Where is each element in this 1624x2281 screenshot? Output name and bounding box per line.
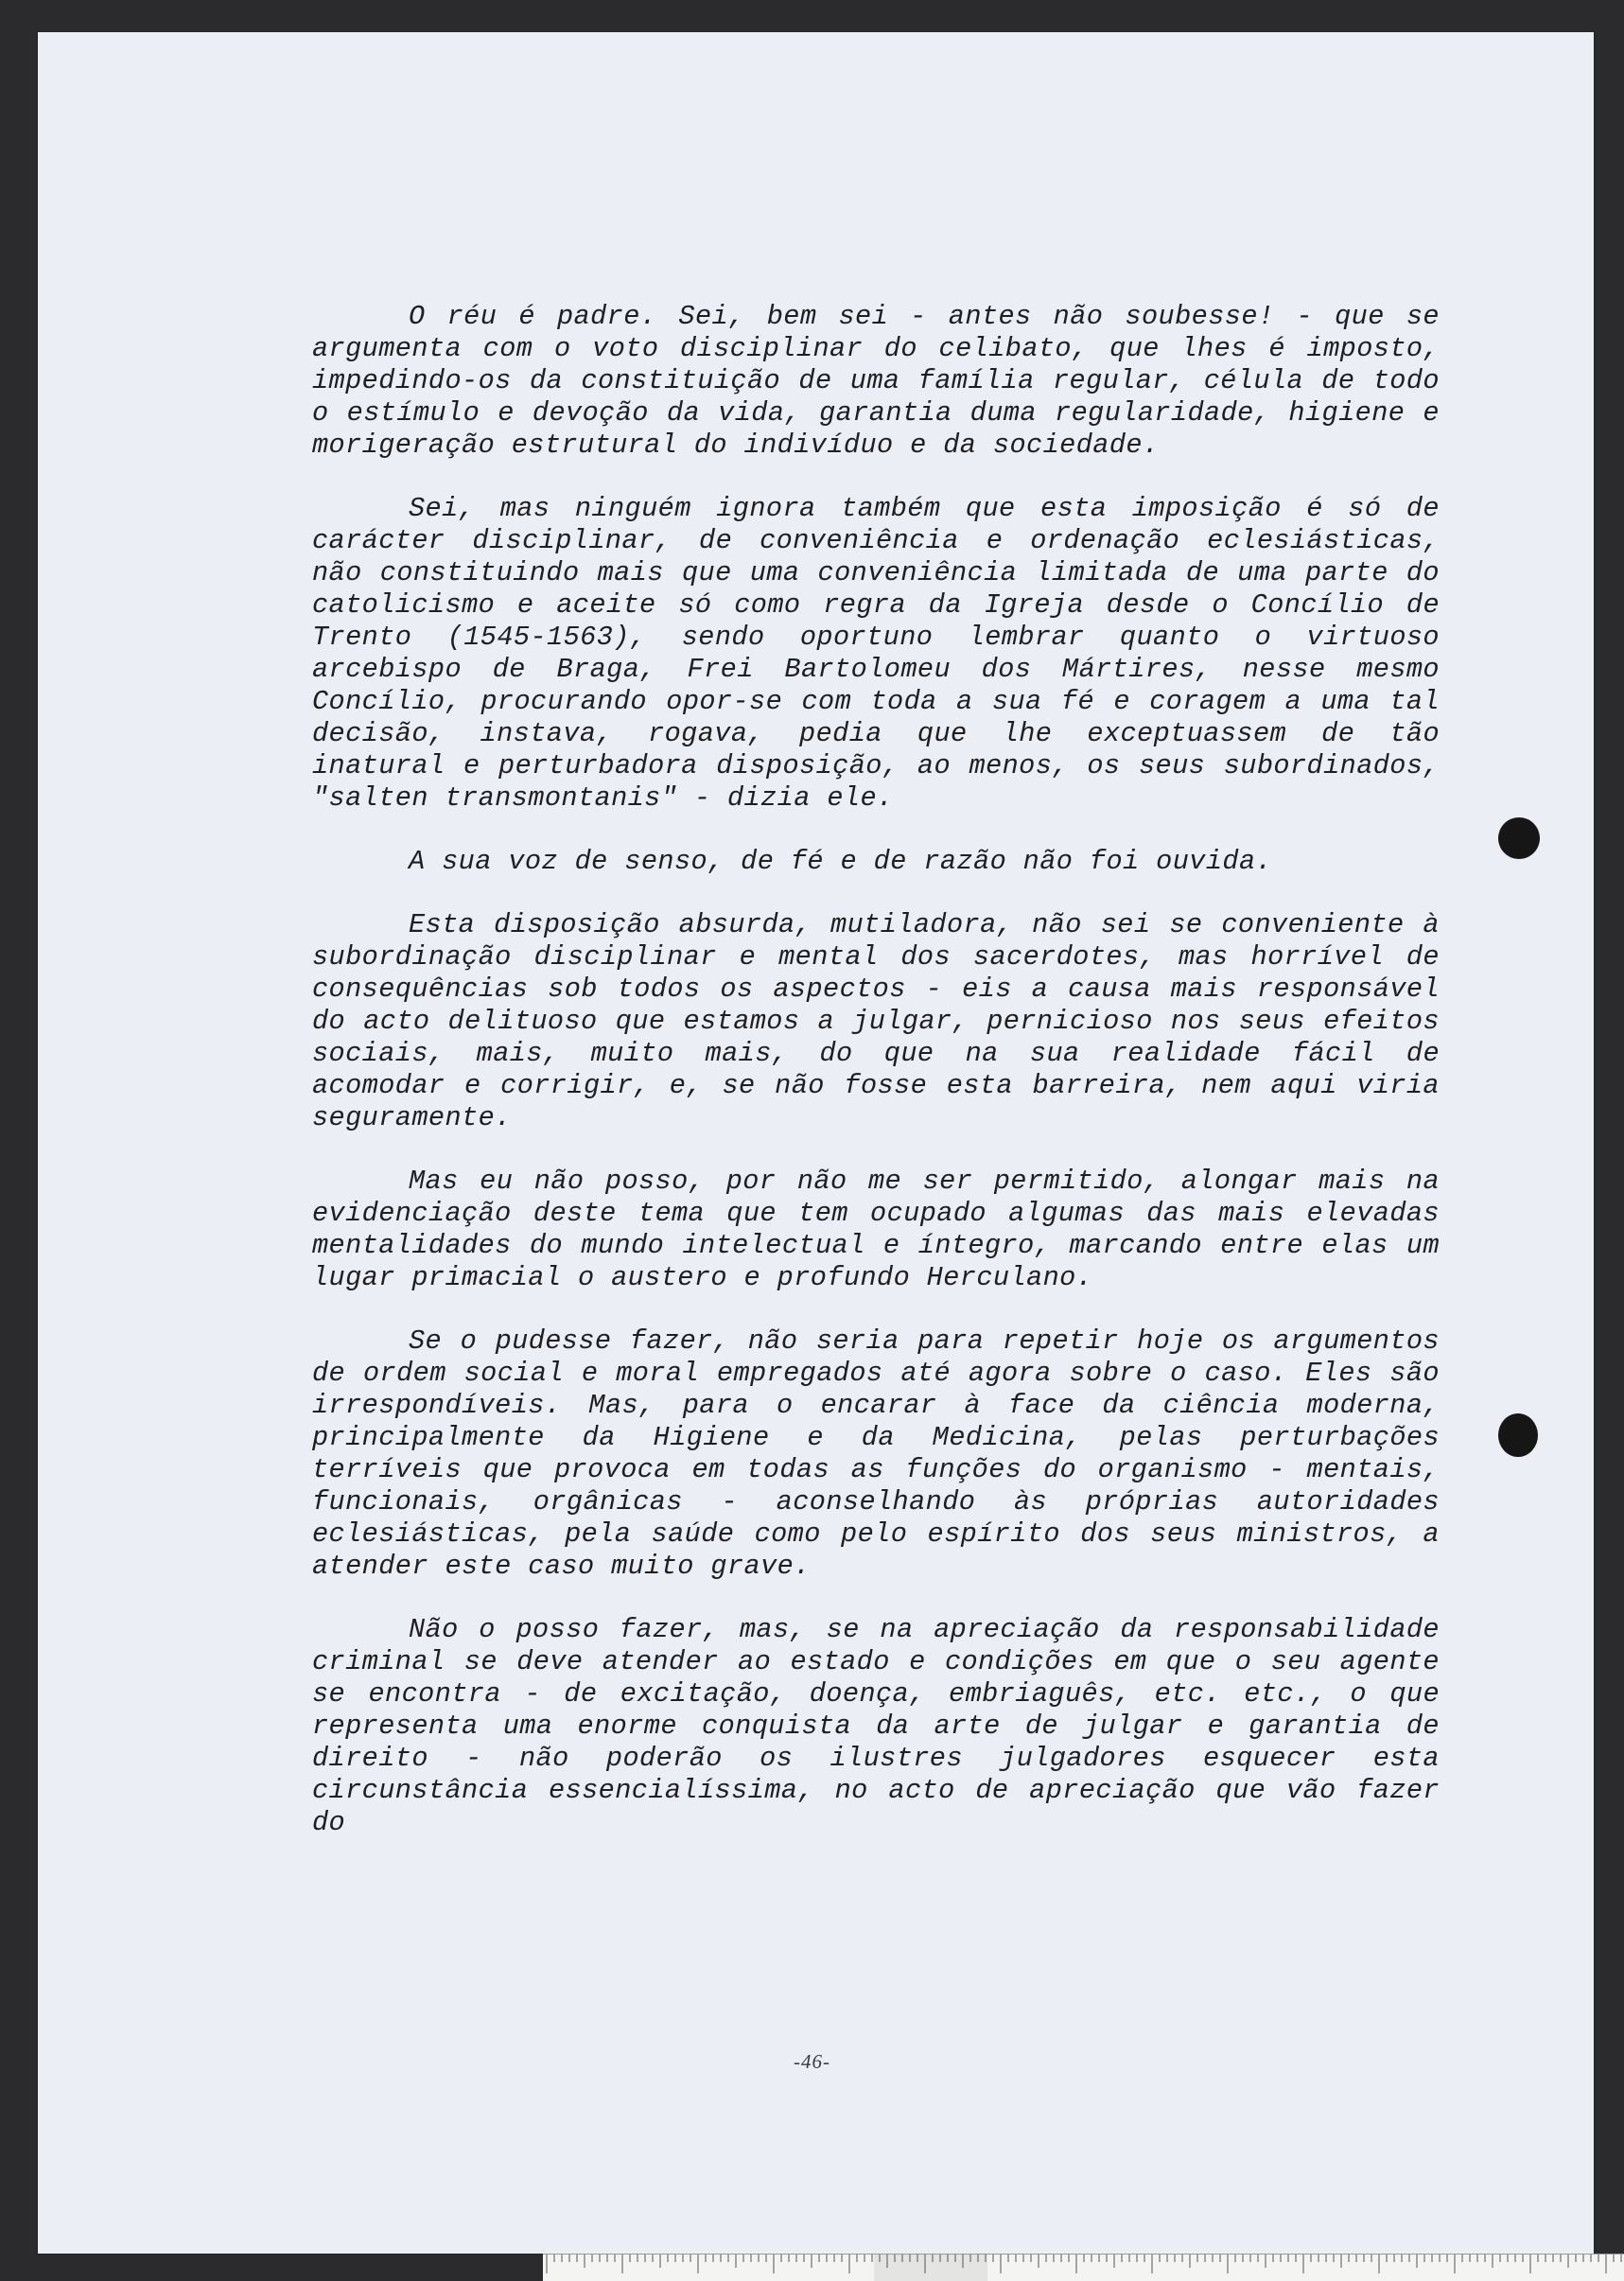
paragraph-5: Mas eu não posso, por não me ser permitido, alongar mais na evidenciação deste tema que tem ocupado algumas das mais elevadas mentalidades do mundo intelectual e íntegro, marcando entre elas um lugar primacial o austero e profundo Herculano. <box>312 1166 1440 1293</box>
punch-hole <box>1498 817 1540 859</box>
document-body <box>312 301 1440 1870</box>
page-number: -46- <box>794 2050 830 2073</box>
punch-hole <box>1498 1413 1538 1457</box>
paragraph-1: O réu é padre. Sei, bem sei - antes não soubesse! - que se argumenta com o voto disciplinar do celibato, que lhes é imposto, impedindo-os da constituição de uma família regular, célula de todo o estímulo e devoção da vida, garantia duma regularidade, higiene e morigeração estrutural do indivíduo e da sociedade. <box>312 301 1440 461</box>
paragraph-2: Sei, mas ninguém ignora também que esta imposição é só de carácter disciplinar, de conveniência e ordenação eclesiásticas, não constituindo mais que uma conveniência limitada de uma parte do catolicismo e aceite só como regra da Igreja desde o Concílio de Trento (1545-1563), sendo oportuno lembrar quanto o virtuoso arcebispo de Braga, Frei Bartolomeu dos Mártires, nesse mesmo Concílio, procurando opor-se com toda a sua fé e coragem a uma tal decisão, instava, rogava, pedia que lhe exceptuassem de tão inatural e perturbadora disposição, ao menos, os seus subordinados, "salten transmontanis" - dizia ele. <box>312 493 1440 814</box>
paragraph-6: Se o pudesse fazer, não seria para repetir hoje os argumentos de ordem social e moral empregados até agora sobre o caso. Eles são irrespondíveis. Mas, para o encarar à face da ciência moderna, principalmente da Higiene e da Medicina, pelas perturbações terríveis que provoca em todas as funções do organismo - mentais, funcionais, orgânicas - aconselhando às próprias autoridades eclesiásticas, pela saúde como pelo espírito dos seus ministros, a atender este caso muito grave. <box>312 1325 1440 1582</box>
paragraph-4: Esta disposição absurda, mutiladora, não sei se conveniente à subordinação disciplinar e mental dos sacerdotes, mas horrível de consequências sob todos os aspectos - eis a causa mais responsável do acto delituoso que estamos a julgar, pernicioso nos seus efeitos sociais, mais, muito mais, do que na sua realidade fácil de acomodar e corrigir, e, se não fosse esta barreira, nem aqui viria seguramente. <box>312 909 1440 1133</box>
paragraph-3: A sua voz de senso, de fé e de razão não foi ouvida. <box>409 846 1273 877</box>
scale-ruler <box>543 2254 1624 2281</box>
ruler-ticks <box>543 2255 1624 2281</box>
paragraph-7: Não o posso fazer, mas, se na apreciação da responsabilidade criminal se deve atender ao estado e condições em que o seu agente se encontra - de excitação, doença, embriaguês, etc. etc., o que representa uma enorme conquista da arte de julgar e garantia de direito - não poderão os ilustres julgadores esquecer esta circunstância essencialíssima, no acto de apreciação que vão fazer do <box>312 1614 1440 1838</box>
